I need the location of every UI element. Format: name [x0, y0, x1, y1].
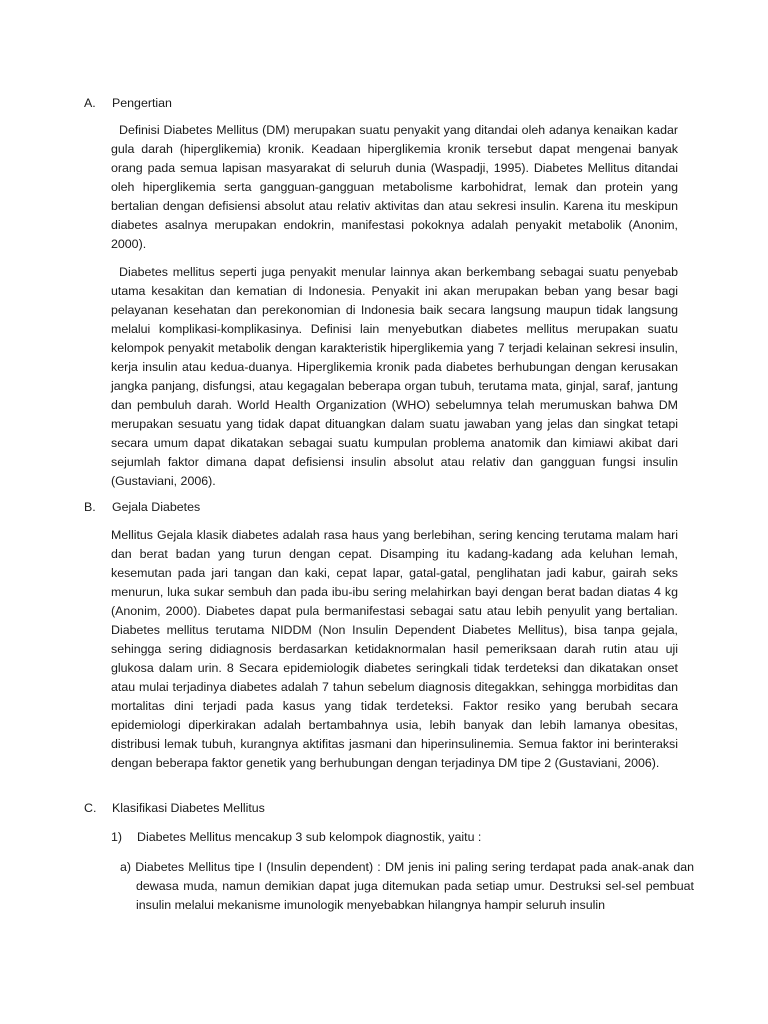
paragraph-a1: Definisi Diabetes Mellitus (DM) merupakan suatu penyakit yang ditandai oleh adanya kenaikan kadar gula darah (hiperglikemia) kronik. Keadaan hiperglikemia kronik tersebut dapat mengenai banyak orang pada semua lapisan masyarakat di seluruh dunia (Waspadji, 1995). Diabetes Mellitus ditandai oleh hiperglikemia serta gangguan-gangguan metabolisme karbohidrat, lemak dan protein yang bertalian dengan defisiensi absolut atau relativ aktivitas dan atau sekresi insulin. Karena itu meskipun diabetes asalnya merupakan endokrin, manifestasi pokoknya adalah penyakit metabolik (Anonim, 2000). — [111, 123, 678, 251]
heading-b-title: Gejala Diabetes — [112, 500, 201, 514]
heading-a-letter: A. — [84, 96, 96, 110]
list-item-1-text: Diabetes Mellitus mencakup 3 sub kelompok diagnostik, yaitu : — [137, 830, 482, 844]
paragraph-a2: Diabetes mellitus seperti juga penyakit menular lainnya akan berkembang sebagai suatu penyebab utama kesakitan dan kematian di Indonesia. Penyakit ini akan merupakan beban yang besar bagi pelayanan kesehatan dan perekonomian di Indonesia baik secara langsung maupun tidak langsung melalui komplikasi-komplikasinya. Definisi lain menyebutkan diabetes mellitus merupakan suatu kelompok penyakit metabolik dengan karakteristik hiperglikemia yang 7 terjadi kelainan sekresi insulin, kerja insulin atau kedua-duanya. Hiperglikemia kronik pada diabetes berhubungan dengan kerusakan jangka panjang, disfungsi, atau kegagalan beberapa organ tubuh, terutama mata, ginjal, saraf, jantung dan pembuluh darah. World Health Organization (WHO) sebelumnya telah merumuskan bahwa DM merupakan sesuatu yang tidak dapat dituangkan dalam suatu jawaban yang jelas dan singkat tetapi secara umum dapat dikatakan sebagai suatu kumpulan problema anatomik dan kimiawi akibat dari sejumlah faktor dimana dapat defisiensi insulin absolut atau relativ dan gangguan fungsi insulin (Gustaviani, 2006). — [111, 265, 678, 488]
heading-c — [84, 799, 265, 818]
heading-b — [84, 498, 200, 517]
heading-a-title: Pengertian — [112, 96, 172, 110]
list-item-1 — [111, 828, 678, 847]
paragraph-b1: Mellitus Gejala klasik diabetes adalah rasa haus yang berlebihan, sering kencing terutama malam hari dan berat badan yang turun dengan cepat. Disamping itu kadang-kadang ada keluhan lemah, kesemutan pada jari tangan dan kaki, cepat lapar, gatal-gatal, penglihatan jadi kabur, gairah seks menurun, luka sukar sembuh dan pada ibu-ibu sering melahirkan bayi dengan berat badan diatas 4 kg (Anonim, 2000). Diabetes dapat pula bermanifestasi sebagai satu atau lebih penyulit yang bertalian. Diabetes mellitus terutama NIDDM (Non Insulin Dependent Diabetes Mellitus), bisa tanpa gejala, sehingga sering didiagnosis berdasarkan ketidaknormalan hasil pemeriksaan darah rutin atau uji glukosa dalam urin. 8 Secara epidemiologik diabetes seringkali tidak terdeteksi dan dikatakan onset atau mulai terjadinya diabetes adalah 7 tahun sebelum diagnosis ditegakkan, sehingga morbiditas dan mortalitas dini terjadi pada kasus yang tidak terdeteksi. Faktor resiko yang berubah secara epidemiologi diperkirakan adalah bertambahnya usia, lebih banyak dan lebih lamanya obesitas, distribusi lemak tubuh, kurangnya aktifitas jasmani dan hiperinsulinemia. Semua faktor ini berinteraksi dengan beberapa faktor genetik yang berhubungan dengan terjadinya DM tipe 2 (Gustaviani, 2006). — [111, 528, 678, 770]
heading-c-title: Klasifikasi Diabetes Mellitus — [112, 801, 265, 815]
list-item-a: a) Diabetes Mellitus tipe I (Insulin dependent) : DM jenis ini paling sering terdapat pada anak-anak dan dewasa muda, namun demikian dapat juga ditemukan pada setiap umur. Destruksi sel-sel pembuat insulin melalui mekanisme imunologik menyebabkan hilangnya hampir seluruh insulin — [120, 860, 694, 912]
heading-c-letter: C. — [84, 801, 97, 815]
heading-a — [84, 94, 172, 113]
list-item-1-number: 1) — [111, 830, 123, 844]
heading-b-letter: B. — [84, 500, 96, 514]
